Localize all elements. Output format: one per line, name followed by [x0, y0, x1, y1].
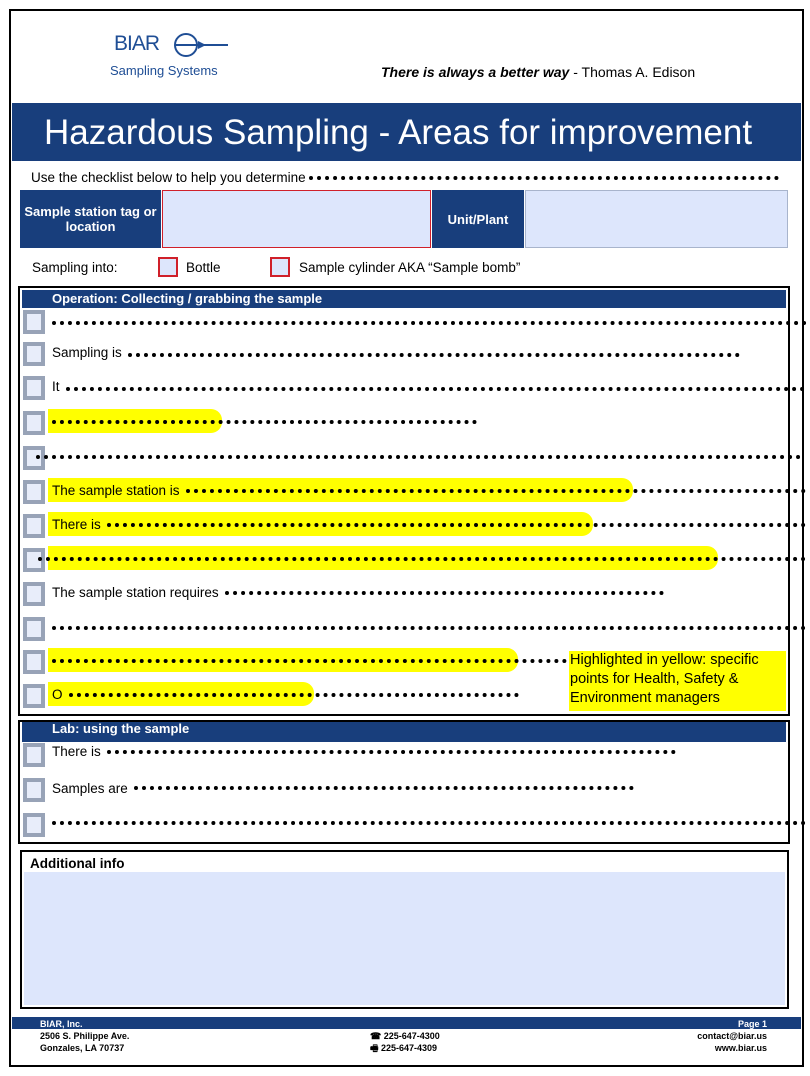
header-quote — [381, 64, 695, 80]
intro-line — [31, 170, 779, 185]
row-checkbox[interactable] — [23, 650, 45, 674]
list-item — [20, 342, 805, 370]
redacted-text — [52, 321, 807, 325]
bottle-label: Bottle — [186, 260, 221, 275]
list-item — [20, 582, 805, 610]
list-item — [20, 480, 805, 508]
unit-input[interactable] — [525, 190, 788, 248]
row-checkbox[interactable] — [23, 684, 45, 708]
footer-web[interactable]: www.biar.us — [714, 1043, 767, 1053]
lab-heading-text: Lab: using the sample — [52, 722, 190, 736]
logo-sub: Sampling Systems — [110, 63, 218, 78]
station-label-box — [20, 190, 161, 248]
row-checkbox[interactable] — [23, 813, 45, 837]
sampling-into-label: Sampling into: — [32, 260, 118, 275]
highlight-note: Highlighted in yellow: specific points for Health, Safety & Environment managers — [569, 651, 786, 711]
redacted-text — [52, 420, 477, 424]
list-item — [20, 411, 805, 439]
row-checkbox[interactable] — [23, 617, 45, 641]
additional-info-input[interactable] — [24, 872, 785, 1005]
redacted-text — [309, 176, 779, 180]
redacted-text — [128, 353, 740, 357]
bottle-checkbox[interactable] — [158, 257, 178, 277]
row-text: O — [52, 687, 63, 702]
row-checkbox[interactable] — [23, 376, 45, 400]
additional-info-heading: Additional info — [30, 856, 125, 871]
list-item — [20, 376, 805, 404]
footer-fax — [370, 1043, 437, 1054]
footer-fax-number: 225-647-4309 — [381, 1043, 438, 1053]
fax-icon: 🖷 — [370, 1043, 381, 1053]
list-item — [20, 813, 805, 841]
row-checkbox[interactable] — [23, 743, 45, 767]
list-item — [20, 548, 805, 576]
row-text: There is — [52, 744, 101, 759]
row-checkbox[interactable] — [23, 411, 45, 435]
row-text: The sample station is — [52, 483, 180, 498]
station-input[interactable] — [162, 190, 431, 248]
lab-heading — [22, 722, 786, 742]
footer-company: BIAR, Inc. — [40, 1019, 83, 1029]
list-item — [20, 778, 805, 806]
intro-text: Use the checklist below to help you determine — [31, 170, 306, 185]
redacted-text — [107, 523, 806, 527]
list-item — [20, 446, 805, 474]
quote-author: - Thomas A. Edison — [569, 64, 696, 80]
operation-heading — [22, 290, 786, 308]
redacted-text — [134, 786, 634, 790]
redacted-text — [38, 557, 806, 561]
row-checkbox[interactable] — [23, 310, 45, 334]
row-text: There is — [52, 517, 101, 532]
logo-brand: BIAR — [114, 32, 160, 55]
footer-address2: Gonzales, LA 70737 — [40, 1043, 125, 1053]
row-checkbox[interactable] — [23, 778, 45, 802]
list-item — [20, 514, 805, 542]
footer-page: Page 1 — [737, 1019, 767, 1029]
cylinder-label: Sample cylinder AKA “Sample bomb” — [299, 260, 521, 275]
row-checkbox[interactable] — [23, 514, 45, 538]
additional-info-section — [20, 850, 789, 1009]
unit-label: Unit/Plant — [447, 211, 509, 227]
quote-text: There is always a better way — [381, 64, 570, 80]
redacted-text — [69, 693, 519, 697]
row-text: It — [52, 379, 60, 394]
footer-phone-number: 225-647-4300 — [383, 1031, 440, 1041]
row-text: Sampling is — [52, 345, 122, 360]
row-checkbox[interactable] — [23, 582, 45, 606]
footer-bar — [12, 1017, 801, 1029]
footer-phone — [370, 1031, 440, 1042]
footer-address1: 2506 S. Philippe Ave. — [40, 1031, 130, 1041]
phone-icon: ☎ — [370, 1031, 384, 1041]
logo-arrow-icon — [172, 32, 230, 58]
list-item — [20, 617, 805, 645]
redacted-text — [52, 821, 806, 825]
cylinder-checkbox[interactable] — [270, 257, 290, 277]
redacted-text — [52, 659, 567, 663]
operation-heading-text: Operation: Collecting / grabbing the sample — [52, 291, 323, 306]
station-label: Sample station tag or location — [24, 204, 157, 234]
footer-email[interactable]: contact@biar.us — [697, 1031, 767, 1041]
row-text: The sample station requires — [52, 585, 219, 600]
list-item — [20, 310, 805, 338]
list-item — [20, 743, 805, 771]
redacted-text — [225, 591, 664, 595]
row-text: Samples are — [52, 781, 128, 796]
unit-label-box — [432, 190, 524, 248]
redacted-text — [36, 455, 801, 459]
biar-logo — [108, 30, 248, 85]
row-checkbox[interactable] — [23, 342, 45, 366]
page-title: Hazardous Sampling - Areas for improvement — [44, 113, 753, 152]
redacted-text — [52, 626, 806, 630]
redacted-text — [66, 387, 805, 391]
redacted-text — [186, 489, 806, 493]
row-checkbox[interactable] — [23, 480, 45, 504]
redacted-text — [107, 750, 676, 754]
title-bar — [12, 103, 801, 161]
